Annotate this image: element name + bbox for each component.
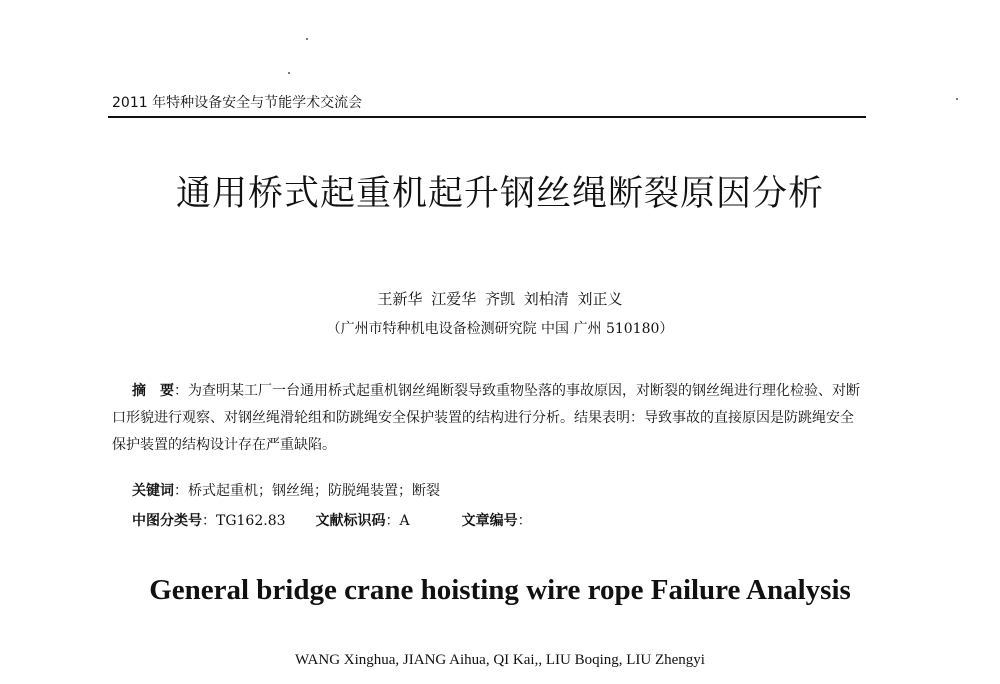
paper-title-zh: 通用桥式起重机起升钢丝绳断裂原因分析 — [175, 174, 824, 214]
conference-header: 2011 年特种设备安全与节能学术交流会 — [112, 95, 363, 111]
clc-value: ：TG162.83 — [202, 513, 286, 529]
abstract-text: ：为查明某工厂一台通用桥式起重机钢丝绳断裂导致重物坠落的事故原因，对断裂的钢丝绳进行理化检验、对断口形貌进行观察、对钢丝绳滑轮组和防跳绳安全保护装置的结构进行分析。结果表明：导致事故的直接原因是防跳绳安全保护装置的结构设计存在严重缺陷。 — [112, 383, 860, 453]
paper-title-en: General bridge crane hoisting wire rope Failure Analysis — [149, 574, 851, 606]
keywords-line — [132, 480, 440, 500]
article-no-value: ： — [517, 513, 532, 529]
scan-speck — [956, 98, 958, 100]
scan-speck — [288, 72, 290, 74]
affiliation-zh: （广州市特种机电设备检测研究院 中国 广州 510180） — [326, 321, 674, 337]
classification-line — [132, 510, 532, 530]
authors-zh: 王新华 江爱华 齐凯 刘柏清 刘正义 — [377, 290, 623, 308]
doc-code-label: 文献标识码 — [315, 513, 386, 529]
abstract — [112, 378, 864, 459]
doc-code-value: ：A — [385, 513, 410, 529]
authors-en: WANG Xinghua, JIANG Aihua, QI Kai,, LIU Boqing, LIU Zhengyi — [295, 652, 705, 668]
article-no-label: 文章编号 — [461, 513, 518, 529]
keywords-label: 关键词 — [132, 483, 174, 499]
header-rule — [108, 116, 866, 118]
abstract-label: 摘 要 — [132, 383, 174, 399]
scan-speck — [306, 38, 308, 40]
clc-label: 中图分类号 — [132, 513, 202, 529]
keywords-text: ：桥式起重机；钢丝绳；防脱绳装置；断裂 — [174, 483, 440, 499]
